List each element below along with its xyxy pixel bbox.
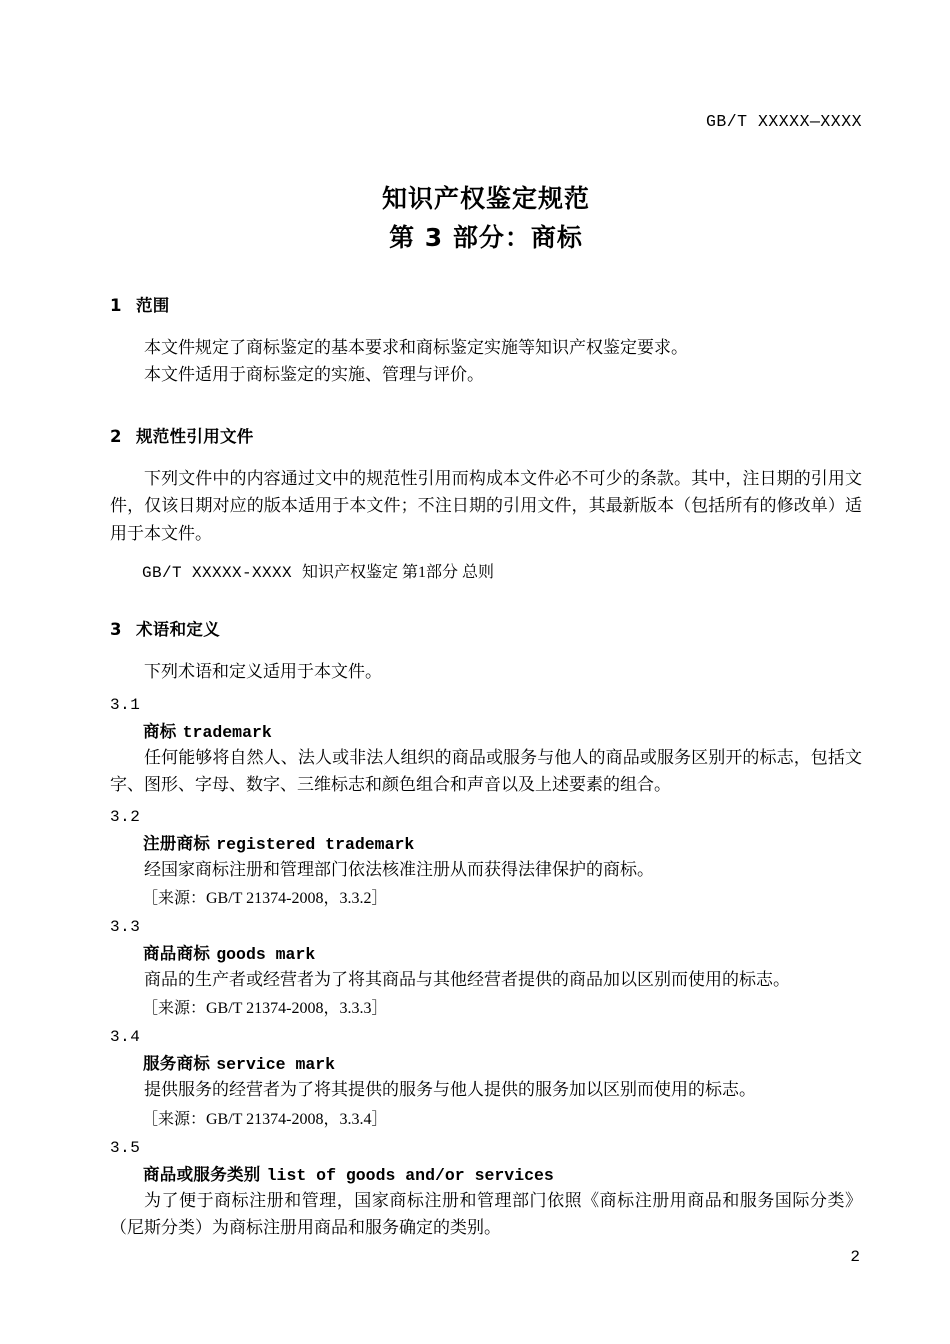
clause-number-3-4: 3.4 <box>110 1028 141 1047</box>
section-heading-3 <box>110 616 862 640</box>
term-source-3-3: ［来源：GB/T 21374-2008，3.3.3］ <box>142 1000 388 1018</box>
term-definition-3-3: 商品的生产者或经营者为了将其商品与其他经营者提供的商品加以区别而使用的标志。 <box>144 970 790 990</box>
standard-code-header: GB/T XXXXX—XXXX <box>705 112 862 131</box>
term-definition-3-4: 提供服务的经营者为了将其提供的服务与他人提供的服务加以区别而使用的标志。 <box>144 1080 756 1100</box>
clause-number-3-1: 3.1 <box>110 695 141 714</box>
document-title-line2: 第 3 部分：商标 <box>389 222 583 252</box>
term-name-en-3-3: goods mark <box>216 945 316 965</box>
section-title-2: 规范性引用文件 <box>136 426 254 446</box>
section-heading-1 <box>110 292 862 316</box>
section-number-2: 2 <box>110 426 122 446</box>
page-title <box>110 180 862 258</box>
term-name-en-3-5: list of goods and/or services <box>266 1165 554 1185</box>
term-definition-3-2: 经国家商标注册和管理部门依法核准注册从而获得法律保护的商标。 <box>144 860 654 880</box>
normative-reference-code: GB/T XXXXX-XXXX <box>142 564 303 583</box>
term-name-cn-3-2: 注册商标 <box>143 834 211 854</box>
term-name-en-3-1: trademark <box>182 722 272 742</box>
term-name-3-4 <box>110 1050 862 1074</box>
document-title-line1: 知识产权鉴定规范 <box>381 184 590 213</box>
term-name-3-2 <box>110 830 862 854</box>
normative-reference-name: 知识产权鉴定 第1部分 总则 <box>302 564 495 582</box>
term-name-cn-3-1: 商标 <box>143 721 177 741</box>
section-1-paragraph-1: 本文件规定了商标鉴定的基本要求和商标鉴定实施等知识产权鉴定要求。 <box>144 337 688 357</box>
section-1-paragraph-2: 本文件适用于商标鉴定的实施、管理与评价。 <box>144 365 484 385</box>
normative-reference-item <box>110 559 862 582</box>
term-name-cn-3-4: 服务商标 <box>143 1054 211 1074</box>
section-number-3: 3 <box>110 620 122 640</box>
section-title-3: 术语和定义 <box>136 620 220 640</box>
clause-number-3-5: 3.5 <box>110 1138 141 1157</box>
term-definition-3-1: 任何能够将自然人、法人或非法人组织的商品或服务与他人的商品或服务区别开的标志，包括文字、图形、字母、数字、三维标志和颜色组合和声音以及上述要素的组合。 <box>110 747 862 794</box>
section-3-paragraph-1: 下列术语和定义适用于本文件。 <box>144 662 382 682</box>
term-source-3-2: ［来源：GB/T 21374-2008，3.3.2］ <box>142 890 388 908</box>
term-name-cn-3-3: 商品商标 <box>143 944 211 964</box>
section-heading-2 <box>110 423 862 447</box>
section-title-1: 范围 <box>136 295 170 315</box>
section-number-1: 1 <box>110 295 122 315</box>
term-name-3-3 <box>110 940 862 964</box>
term-name-en-3-4: service mark <box>216 1055 336 1075</box>
term-name-en-3-2: registered trademark <box>216 835 415 855</box>
term-name-3-1 <box>110 718 862 742</box>
term-name-3-5 <box>110 1161 862 1185</box>
term-definition-3-5: 为了便于商标注册和管理，国家商标注册和管理部门依照《商标注册用商品和服务国际分类》（尼斯分类）为商标注册用商品和服务确定的类别。 <box>110 1190 862 1237</box>
term-name-cn-3-5: 商品或服务类别 <box>143 1164 261 1184</box>
clause-number-3-2: 3.2 <box>110 808 141 827</box>
section-2-paragraph-1: 下列文件中的内容通过文中的规范性引用而构成本文件必不可少的条款。其中，注日期的引用文件，仅该日期对应的版本适用于本文件；不注日期的引用文件，其最新版本（包括所有的修改单）适用于本文件。 <box>110 468 862 543</box>
page-number: 2 <box>850 1248 860 1266</box>
term-source-3-4: ［来源：GB/T 21374-2008，3.3.4］ <box>142 1110 388 1128</box>
document-content <box>110 180 862 1241</box>
clause-number-3-3: 3.3 <box>110 918 141 937</box>
